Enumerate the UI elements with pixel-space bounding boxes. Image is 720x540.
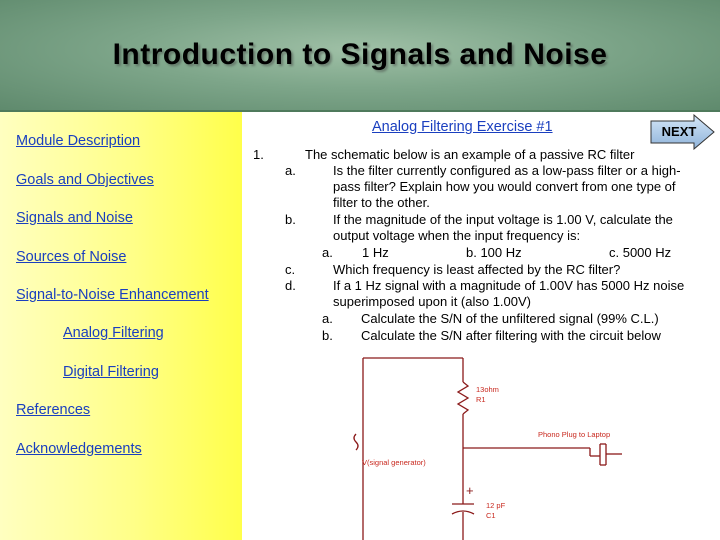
item-d-sub-b-text: Calculate the S/N after filtering with the circuit below xyxy=(361,328,661,343)
item-b-line-2: output voltage when the input frequency is: xyxy=(333,228,581,243)
exercise-title[interactable]: Analog Filtering Exercise #1 xyxy=(372,119,553,135)
capacitor-polarity: + xyxy=(466,483,474,498)
frequency-1hz: 1 Hz xyxy=(362,245,389,260)
item-c-number: c. xyxy=(285,262,296,277)
capacitor-name: C1 xyxy=(486,511,496,520)
question-1-text: The schematic below is an example of a passive RC filter xyxy=(305,147,635,162)
rc-filter-schematic xyxy=(242,348,720,540)
item-d-sub-a-number: a. xyxy=(322,311,333,326)
sidebar-item-signal-to-noise-enhancement[interactable]: Signal-to-Noise Enhancement xyxy=(16,287,209,303)
item-a-number: a. xyxy=(285,163,296,178)
frequency-100hz: b. 100 Hz xyxy=(466,245,522,260)
item-c-text: Which frequency is least affected by the RC filter? xyxy=(333,262,621,277)
resistor-value: 13ohm xyxy=(476,385,499,394)
sidebar-item-acknowledgements[interactable]: Acknowledgements xyxy=(16,441,142,457)
item-d-line-2: superimposed upon it (also 1.00V) xyxy=(333,294,532,309)
output-label: Phono Plug to Laptop xyxy=(538,430,611,439)
signal-source-icon xyxy=(354,434,358,450)
sidebar-item-references[interactable]: References xyxy=(16,402,91,418)
item-d-line-1: If a 1 Hz signal with a magnitude of 1.00V has 5000 Hz noise xyxy=(333,278,685,293)
frequency-5000hz: c. 5000 Hz xyxy=(609,245,672,260)
sidebar-item-sources-of-noise[interactable]: Sources of Noise xyxy=(16,249,127,265)
item-d-sub-a-text: Calculate the S/N of the unfiltered signal (99% C.L.) xyxy=(361,311,659,326)
next-button-label: NEXT xyxy=(661,124,697,139)
item-d-sub-b-number: b. xyxy=(322,328,333,343)
question-1-number: 1. xyxy=(253,147,264,162)
capacitor-value: 12 pF xyxy=(486,501,506,510)
page-title: Introduction to Signals and Noise xyxy=(112,38,608,71)
source-label: V(signal generator) xyxy=(362,458,426,467)
sidebar-item-goals-and-objectives[interactable]: Goals and Objectives xyxy=(16,172,154,188)
item-b-line-1: If the magnitude of the input voltage is 1.00 V, calculate the xyxy=(333,212,673,227)
item-a-line-2: pass filter? Explain how you would convert from one type of xyxy=(333,179,676,194)
item-a-line-3: filter to the other. xyxy=(333,195,430,210)
item-a-line-1: Is the filter currently configured as a low-pass filter or a high- xyxy=(333,163,681,178)
sidebar-item-signals-and-noise[interactable]: Signals and Noise xyxy=(16,210,133,226)
resistor-name: R1 xyxy=(476,395,486,404)
sidebar-item-analog-filtering[interactable]: Analog Filtering xyxy=(63,325,164,341)
sidebar-item-module-description[interactable]: Module Description xyxy=(16,133,141,149)
sidebar-item-digital-filtering[interactable]: Digital Filtering xyxy=(63,364,159,380)
item-d-number: d. xyxy=(285,278,296,293)
next-button[interactable] xyxy=(650,114,716,150)
item-b-sub-a-number: a. xyxy=(322,245,333,260)
resistor-symbol xyxy=(458,382,468,414)
item-b-number: b. xyxy=(285,212,296,227)
